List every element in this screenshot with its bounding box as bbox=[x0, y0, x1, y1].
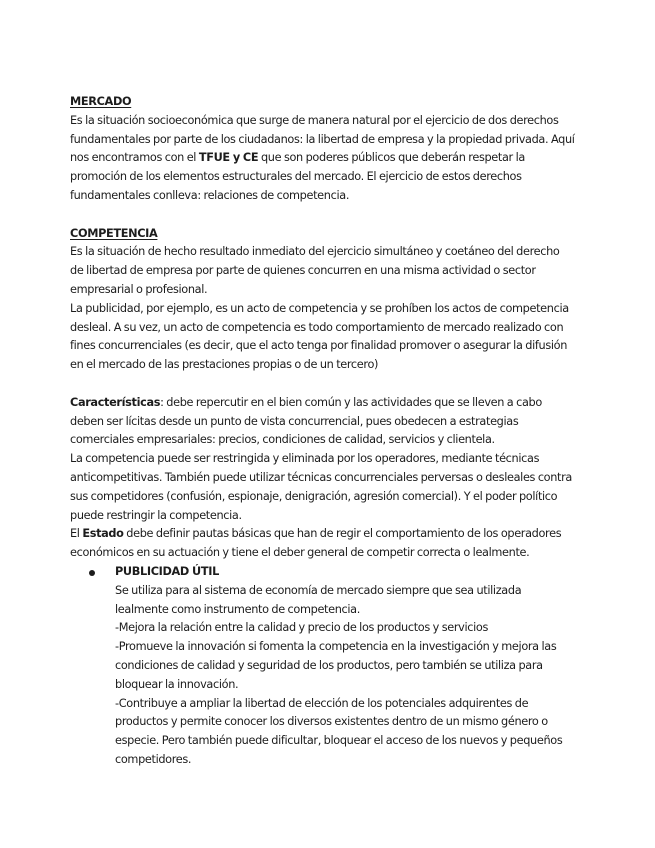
estado-text-before: El bbox=[70, 527, 83, 541]
estado-bold: Estado bbox=[82, 527, 124, 541]
mercado-bold-tfue: TFUE y CE bbox=[198, 151, 259, 165]
caracteristicas-paragraph-1 bbox=[70, 394, 575, 450]
list-item-line: Se utiliza para al sistema de economía de mercado siempre que sea utilizada lealmente como instrumento de competencia. bbox=[115, 583, 522, 616]
estado-text-after: debe definir pautas básicas que han de regir el comportamiento de los operadores económicos en su actuación y tiene el deber general de competir correcta o lealmente. bbox=[70, 527, 562, 560]
list-item-body bbox=[115, 582, 575, 770]
bullet-dot-icon bbox=[89, 570, 95, 576]
caracteristicas-label: Características bbox=[70, 395, 161, 409]
spacer bbox=[70, 206, 575, 225]
mercado-text-after: que son poderes públicos que deberán respetar la promoción de los elementos estructurales del mercado. El ejercicio de estos derechos fundamentales conlleva: relaciones de competencia. bbox=[70, 151, 525, 202]
list-item-line: -Promueve la innovación si fomenta la competencia en la investigación y mejora las condiciones de calidad y seguridad de los productos, pero también se utiliza para bloquear la innovación. bbox=[115, 640, 557, 691]
list-item-title: PUBLICIDAD ÚTIL bbox=[115, 564, 219, 578]
list-item-line: -Mejora la relación entre la calidad y precio de los productos y servicios bbox=[115, 621, 489, 635]
competencia-paragraph-1: Es la situación de hecho resultado inmediato del ejercicio simultáneo y coetáneo del derecho de libertad de empresa por parte de quienes concurren en una misma actividad o sector empresarial o profesional. bbox=[70, 245, 560, 296]
competencia-heading-text: COMPETENCIA bbox=[70, 226, 158, 240]
bullet-list bbox=[70, 563, 575, 770]
competencia-heading bbox=[70, 225, 575, 244]
mercado-heading-text: MERCADO bbox=[70, 95, 132, 108]
document-page bbox=[70, 93, 575, 770]
mercado-heading bbox=[70, 93, 575, 112]
mercado-paragraph bbox=[70, 112, 575, 206]
list-item bbox=[70, 563, 575, 770]
competencia-paragraph-2: La publicidad, por ejemplo, es un acto de competencia y se prohíben los actos de competencia desleal. A su vez, un acto de competencia es todo comportamiento de mercado realizado con fines concurrenciales (es decir, que el acto tenga por finalidad promover o asegurar la difusión en el mercado de las prestaciones propias o de un tercero) bbox=[70, 301, 569, 372]
caracteristicas-text: : debe repercutir en el bien común y las actividades que se lleven a cabo deben ser lícitas desde un punto de vista concurrencial, pues obedecen a estrategias comerciales empresariales: precios, condiciones de calidad, servicios y clientela. bbox=[70, 395, 542, 447]
caracteristicas-paragraph-3 bbox=[70, 525, 575, 563]
list-item-line: -Contribuye a ampliar la libertad de elección de los potenciales adquirentes de productos y permite conocer los diversos existentes dentro de un mismo género o especie. Pero también puede dificultar, bloquear el acceso de los nuevos y pequeños competidores. bbox=[115, 696, 563, 766]
spacer bbox=[70, 375, 575, 394]
mercado-text-before: Es la situación socioeconómica que surge de manera natural por el ejercicio de dos derechos fundamentales por parte de los ciudadanos: la libertad de empresa y la propiedad privada. Aquí nos encontramos con el bbox=[70, 113, 575, 165]
caracteristicas-paragraph-2: La competencia puede ser restringida y eliminada por los operadores, mediante técnicas anticompetitivas. También puede utilizar técnicas concurrenciales perversas o desleales contra sus competidores (confusión, espionaje, denigración, agresión comercial). Y el poder político puede restringir la competencia. bbox=[70, 452, 573, 522]
